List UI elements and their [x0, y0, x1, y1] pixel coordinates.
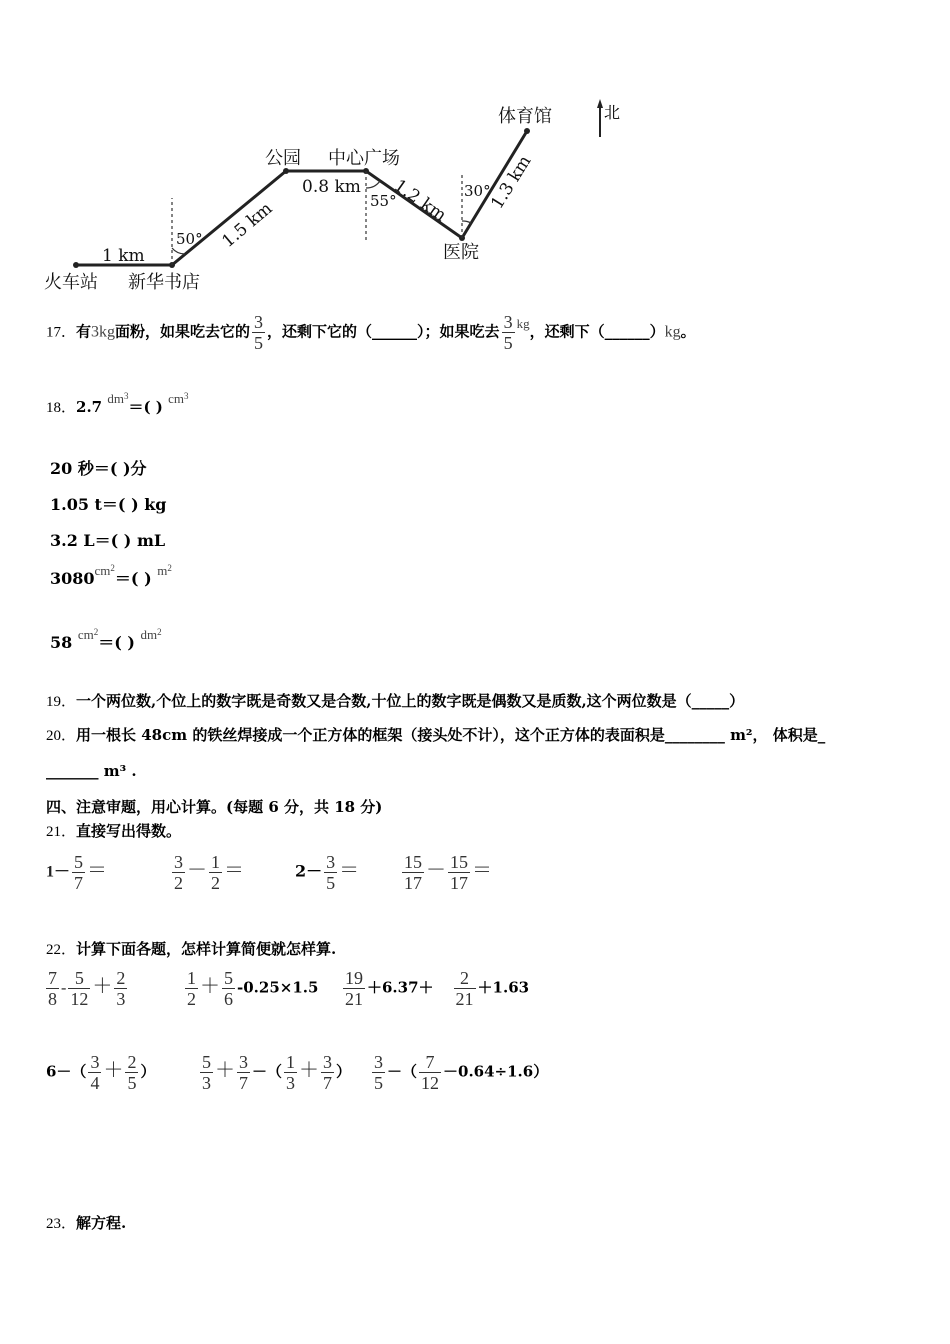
- question-21: 21．直接写出得数。: [46, 822, 182, 840]
- distance-label: 1.5 km: [218, 198, 277, 252]
- angle-label: 55°: [370, 192, 397, 210]
- fraction: $\frac{3}{5}$: [503, 312, 513, 353]
- calc-expression-5: $\frac{5}{3}$ ＋ $\frac{3}{7}$ －（ $\frac{1}{3}$ ＋ $\frac{3}{7}$ ）: [202, 1052, 352, 1093]
- conversion-item: $3080^{cm2}=$( ) $^{m2}$: [50, 563, 172, 588]
- question-19: 19．一个两位数,个位上的数字既是奇数又是合数,十位上的数字既是偶数又是质数,这个两位数是（_____）: [46, 692, 745, 710]
- distance-label: 1.2 km: [390, 175, 450, 226]
- label-center-square: 中心广场: [328, 148, 400, 169]
- label-stadium: 体育馆: [498, 106, 552, 127]
- fraction: $\frac{3}{5}$: [254, 312, 264, 353]
- question-18: 18．2.7 $dm^3=$( ) $cm^3$: [46, 391, 189, 416]
- angle-label: 50°: [176, 230, 203, 248]
- question-number: 23．: [46, 1216, 77, 1232]
- mental-math-4: $\frac{15}{17}$ － $\frac{15}{17}$ ＝: [404, 852, 492, 893]
- section-title: 四、注意审题，用心计算。(每题 6 分，共 18 分): [46, 798, 383, 816]
- distance-label: 0.8 km: [302, 177, 361, 197]
- question-23: 23．解方程.: [46, 1214, 127, 1232]
- conversion-item: 58 $^{cm2}$＝( ) $^{dm2}$: [50, 627, 162, 652]
- mental-math-1: 1－ $\frac{5}{7}$ ＝: [46, 852, 108, 893]
- conversion-item: 1.05 t＝( ) kg: [50, 495, 167, 514]
- question-number: 20．: [46, 728, 77, 744]
- question-number: 22．: [46, 942, 77, 958]
- question-20: 20．用一根长 48cm 的铁丝焊接成一个正方体的框架（接头处不计），这个正方体的表面积是________ m²， 体积是_: [46, 726, 826, 744]
- calc-expression-2: $\frac{1}{2}$ ＋ $\frac{5}{6}$ -0.25×1.5: [187, 968, 319, 1009]
- calc-expression-6: $\frac{3}{5}$ －（ $\frac{7}{12}$ －0.64÷1.6）: [374, 1052, 549, 1093]
- label-bookstore: 新华书店: [128, 272, 200, 293]
- mental-math-2: $\frac{3}{2}$ － $\frac{1}{2}$ ＝: [174, 852, 244, 893]
- calc-expression-4: 6－（ $\frac{3}{4}$ ＋ $\frac{2}{5}$ ）: [46, 1052, 156, 1093]
- question-number: 17．: [46, 324, 77, 341]
- north-arrow: [597, 99, 620, 137]
- calc-expression-1: $\frac{7}{8}$ - $\frac{5}{12}$ ＋ $\frac{2}{3}$: [48, 968, 126, 1009]
- angle-label: 30°: [464, 182, 491, 200]
- route-map: [0, 90, 700, 300]
- label-hospital: 医院: [443, 242, 479, 263]
- calc-expression-3: $\frac{19}{21}$ ＋6.37＋ $\frac{2}{21}$ ＋1.63: [345, 968, 530, 1009]
- question-number: 21．: [46, 824, 77, 840]
- question-number: 19．: [46, 694, 77, 710]
- node-stadium: [524, 128, 530, 134]
- question-22: 22．计算下面各题，怎样计算简便就怎样算.: [46, 940, 337, 958]
- label-park: 公园: [265, 148, 301, 169]
- distance-label: 1 km: [102, 246, 145, 266]
- distance-label: 1.3 km: [487, 152, 536, 213]
- north-label: 北: [604, 103, 621, 122]
- conversion-item: 3.2 L＝( ) mL: [50, 531, 166, 550]
- question-17: 17．有3kg面粉，如果吃去它的 $\frac{3}{5}$ ，还剩下它的（______）；如果吃去 $\frac{3}{5}$ kg，还剩下（______）kg。: [46, 312, 696, 353]
- mental-math-3: 2－ $\frac{3}{5}$ ＝: [295, 852, 360, 893]
- question-20-continued: _______ m³ .: [46, 762, 137, 780]
- conversion-item: 20 秒＝( )分: [50, 459, 147, 478]
- label-railway-station: 火车站: [44, 272, 98, 293]
- node-railway-station: [73, 262, 79, 268]
- question-number: 18．: [46, 400, 77, 416]
